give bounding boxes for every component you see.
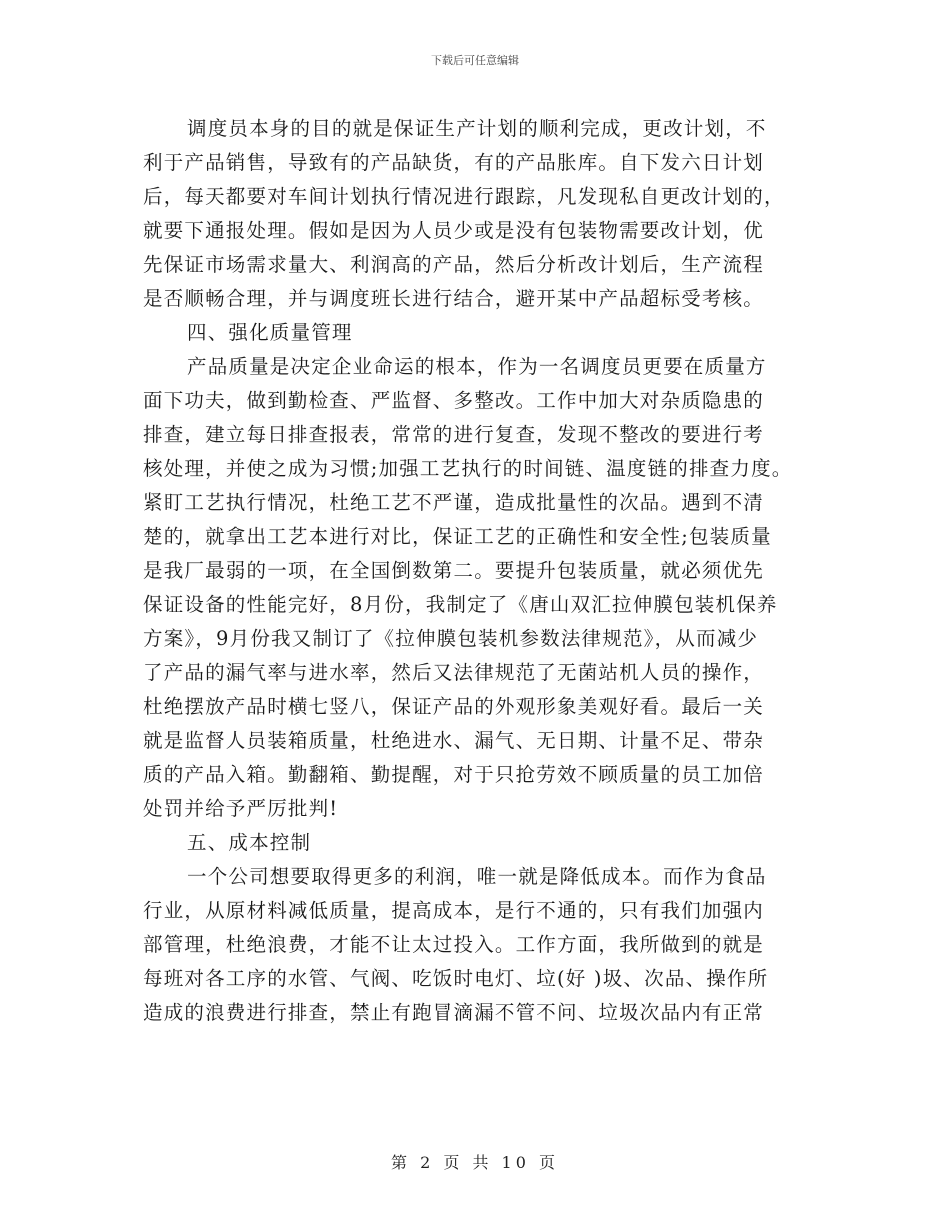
text-line: 部管理，杜绝浪费，才能不让太过投入。工作方面，我所做到的就是 [143,933,765,956]
text-line: 调度员本身的目的就是保证生产计划的顺利完成，更改计划，不 [187,117,767,140]
text-line: 行业，从原材料减低质量，提高成本，是行不通的，只有我们加强内 [143,899,765,922]
text-line: 了产品的漏气率与进水率，然后又法律规范了无菌站机人员的操作， [143,661,765,684]
text-line: 产品质量是决定企业命运的根本，作为一名调度员更要在质量方 [187,355,767,378]
text-line: 排查，建立每日排查报表，常常的进行复查，发现不整改的要进行考 [143,423,765,446]
text-line: 四、强化质量管理 [187,321,353,344]
document-body [143,112,808,1030]
text-line: 面下功夫，做到勤检查、严监督、多整改。工作中加大对杂质隐患的 [143,389,765,412]
text-line: 每班对各工序的水管、气阀、吃饭时电灯、垃(好 )圾、次品、操作所 [143,967,769,990]
text-line: 后，每天都要对车间计划执行情况进行跟踪，凡发现私自更改计划的， [143,185,785,208]
text-line: 保证设备的性能完好，8月份，我制定了《唐山双汇拉伸膜包装机保养 [143,593,778,616]
text-line: 楚的，就拿出工艺本进行对比，保证工艺的正确性和安全性;包装质量 [143,525,772,548]
text-line: 造成的浪费进行排查，禁止有跑冒滴漏不管不问、垃圾次品内有正常 [143,1001,765,1024]
text-line: 杜绝摆放产品时横七竖八，保证产品的外观形象美观好看。最后一关 [143,695,765,718]
text-line: 一个公司想要取得更多的利润，唯一就是降低成本。而作为食品 [187,865,767,888]
text-line: 紧盯工艺执行情况，杜绝工艺不严谨，造成批量性的次品。遇到不清 [143,491,765,514]
text-line: 处罚并给予严厉批判! [143,797,339,820]
text-line: 核处理，并使之成为习惯;加强工艺执行的时间链、温度链的排查力度。 [143,457,793,480]
text-line: 是我厂最弱的一项，在全国倒数第二。要提升包装质量，就必须优先 [143,559,765,582]
text-line: 就要下通报处理。假如是因为人员少或是没有包装物需要改计划，优 [143,219,765,242]
text-line: 就是监督人员装箱质量，杜绝进水、漏气、无日期、计量不足、带杂 [143,729,765,752]
text-line: 方案》，9月份我又制订了《拉伸膜包装机参数法律规范》，从而减少 [143,627,759,650]
text-line: 先保证市场需求量大、利润高的产品，然后分析改计划后，生产流程 [143,253,765,276]
page-header: 下载后可任意编辑 [431,54,519,67]
page-footer: 第 2 页 共 10 页 [391,1153,559,1172]
text-line: 利于产品销售，导致有的产品缺货，有的产品胀库。自下发六日计划 [143,151,765,174]
text-line: 质的产品入箱。勤翻箱、勤提醒，对于只抢劳效不顾质量的员工加倍 [143,763,765,786]
text-line: 五、成本控制 [187,831,312,854]
text-line: 是否顺畅合理，并与调度班长进行结合，避开某中产品超标受考核。 [143,287,765,310]
